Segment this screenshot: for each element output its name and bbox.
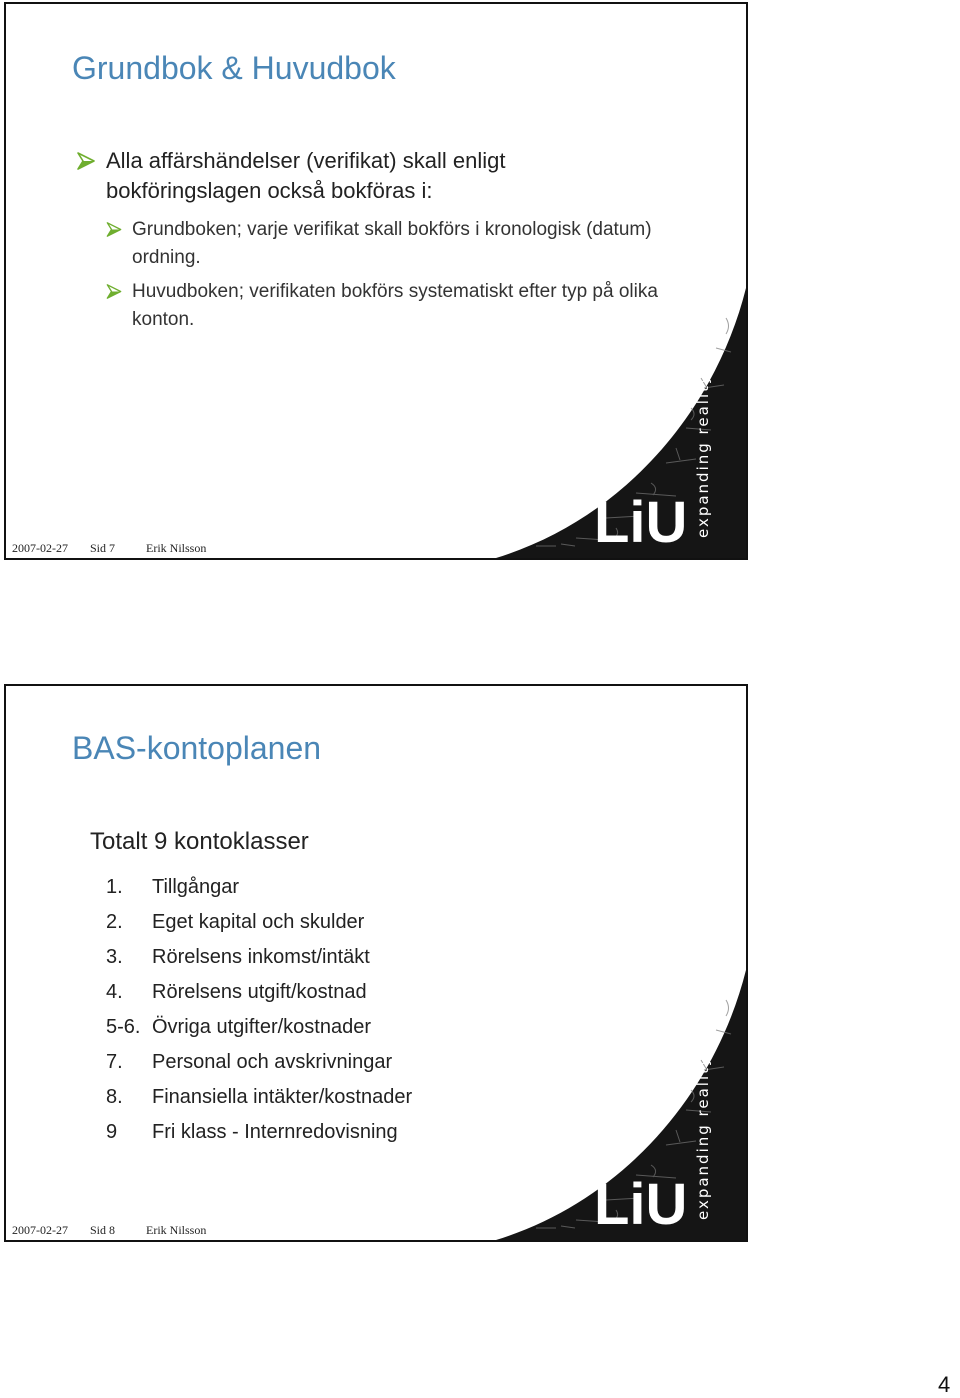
list-number: 1. <box>106 876 123 898</box>
list-item <box>106 1115 412 1150</box>
footer-page: Sid 8 <box>90 1223 116 1237</box>
list-number: 4. <box>106 981 123 1003</box>
list-text: Finansiella intäkter/kostnader <box>152 1086 413 1108</box>
list-number: 2. <box>106 911 123 933</box>
liu-logo-corner <box>476 288 746 558</box>
list-text: Eget kapital och skulder <box>152 911 365 933</box>
list-text: Tillgångar <box>152 876 240 898</box>
slide-title: Grundbok & Huvudbok <box>72 50 396 86</box>
slide-grundbok-huvudbok <box>4 2 748 560</box>
footer-author: Erik Nilsson <box>146 541 207 555</box>
list-text: Rörelsens utgift/kostnad <box>152 981 367 1003</box>
sub-bullet-item <box>104 216 672 272</box>
list-item <box>106 1010 412 1045</box>
footer-date: 2007-02-27 <box>12 541 68 555</box>
slide-title: BAS-kontoplanen <box>72 730 322 766</box>
kontoklasser-list <box>106 870 412 1150</box>
bullet-text: Huvudboken; verifikaten bokförs systematiskt efter typ på olika konton. <box>132 281 658 330</box>
bullet-item <box>76 146 606 206</box>
list-number: 7. <box>106 1051 123 1073</box>
list-text: Fri klass - Internredovisning <box>152 1121 398 1143</box>
arrow-bullet-icon <box>76 152 96 170</box>
svg-text:LiU: LiU <box>594 490 688 555</box>
slide-footer <box>6 540 748 558</box>
list-text: Personal och avskrivningar <box>152 1051 393 1073</box>
list-item <box>106 905 412 940</box>
svg-text:LiU: LiU <box>594 1172 688 1237</box>
liu-logo-corner <box>476 970 746 1240</box>
list-text: Övriga utgifter/kostnader <box>152 1016 371 1038</box>
list-item <box>106 870 412 905</box>
footer-author: Erik Nilsson <box>146 1223 207 1237</box>
page-number: 4 <box>938 1372 951 1397</box>
slide-footer <box>6 1222 748 1240</box>
slide-bas-kontoplanen <box>4 684 748 1242</box>
arrow-bullet-icon <box>104 222 124 237</box>
list-item <box>106 1080 412 1115</box>
svg-text:expanding reality: expanding reality <box>694 1055 712 1220</box>
arrow-bullet-icon <box>104 284 124 299</box>
svg-text:expanding reality: expanding reality <box>694 373 712 538</box>
list-number: 3. <box>106 946 123 968</box>
list-item <box>106 975 412 1010</box>
bullet-text: Grundboken; varje verifikat skall bokförs i kronologisk (datum) ordning. <box>132 219 652 268</box>
list-number: 5-6. <box>106 1016 141 1038</box>
list-number: 9 <box>106 1121 118 1143</box>
slide-subheading: Totalt 9 kontoklasser <box>90 828 309 855</box>
list-number: 8. <box>106 1086 123 1108</box>
list-text: Rörelsens inkomst/intäkt <box>152 946 370 968</box>
bullet-text: Alla affärshändelser (verifikat) skall enligt bokföringslagen också bokföras i: <box>106 148 506 203</box>
footer-date: 2007-02-27 <box>12 1223 68 1237</box>
footer-page: Sid 7 <box>90 541 116 555</box>
list-item <box>106 1045 412 1080</box>
list-item <box>106 940 412 975</box>
